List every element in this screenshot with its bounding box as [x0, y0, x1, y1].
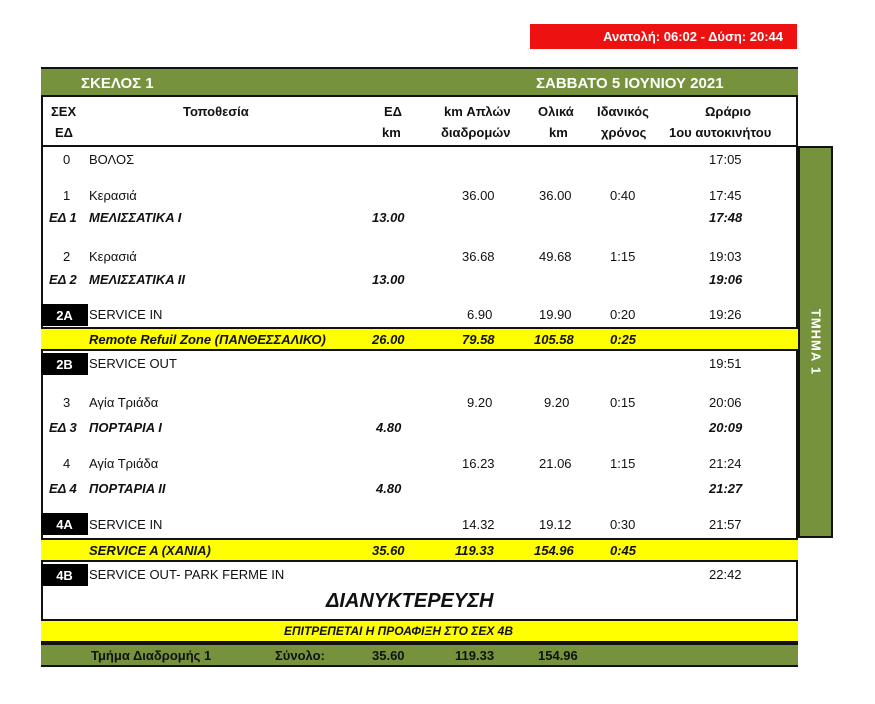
control-badge-2b: 2B	[41, 353, 88, 375]
table-row	[41, 395, 798, 413]
row-location: Κερασιά	[89, 249, 137, 264]
row-location: Κερασιά	[89, 188, 137, 203]
table-row-stage	[41, 481, 798, 499]
table-row	[41, 307, 798, 325]
row-ideal-time: 0:20	[610, 307, 636, 322]
row-location: Remote Refuil Zone (ΠΑΝΘΕΣΣΑΛΙΚΟ)	[89, 332, 326, 347]
table-row	[41, 356, 798, 374]
col-kmr-1: km Απλών	[444, 104, 511, 119]
col-ideal-1: Ιδανικός	[597, 104, 649, 119]
row-km-total: 21.06	[539, 456, 572, 471]
row-location: ΠΟΡΤΑΡΙΑ ΙΙ	[89, 481, 166, 496]
row-ideal-time: 0:40	[610, 188, 636, 203]
service-a-row	[41, 538, 798, 562]
row-ideal-time: 1:15	[610, 456, 636, 471]
col-sex-2: ΕΔ	[55, 125, 74, 140]
row-location: SERVICE A (ΧΑΝΙΑ)	[89, 543, 211, 558]
table-row	[41, 567, 798, 585]
row-location: ΠΟΡΤΑΡΙΑ Ι	[89, 420, 162, 435]
row-km-total: 154.96	[534, 543, 574, 558]
table-row-stage	[41, 210, 798, 228]
table-row	[41, 249, 798, 267]
header-divider	[41, 145, 798, 147]
table-row-stage	[41, 272, 798, 290]
row-location: SERVICE IN	[89, 517, 163, 532]
row-time: 20:09	[709, 420, 743, 435]
row-time: 21:27	[709, 481, 743, 496]
row-ideal-time: 0:15	[610, 395, 636, 410]
row-code: ΕΔ 4	[49, 481, 77, 496]
row-time: 17:05	[709, 152, 742, 167]
totals-stage-km: 35.60	[372, 648, 405, 663]
row-location: SERVICE OUT- PARK FERME IN	[89, 567, 285, 582]
row-stage-km: 13.00	[372, 210, 405, 225]
row-location: ΜΕΛΙΣΣΑΤΙΚΑ ΙΙ	[89, 272, 186, 287]
row-location: SERVICE OUT	[89, 356, 177, 371]
totals-label: Τμήμα Διαδρομής 1	[91, 648, 212, 663]
row-code: 0	[63, 152, 71, 167]
section-side-label: ΤΜΗΜΑ 1	[808, 308, 823, 376]
row-time: 22:42	[709, 567, 742, 582]
leg-title: ΣΚΕΛΟΣ 1	[81, 75, 154, 92]
row-km-total: 9.20	[544, 395, 570, 410]
row-km-route: 14.32	[462, 517, 495, 532]
table-row-stage	[41, 420, 798, 438]
totals-sum-label: Σύνολο:	[275, 648, 325, 663]
totals-row	[41, 643, 798, 667]
row-time: 19:26	[709, 307, 742, 322]
row-time: 19:06	[709, 272, 743, 287]
table-row	[41, 188, 798, 206]
control-badge-4a: 4A	[41, 513, 88, 535]
overnight-row	[41, 588, 798, 618]
row-km-total: 49.68	[539, 249, 572, 264]
row-km-route: 79.58	[462, 332, 495, 347]
leg-header	[41, 69, 798, 97]
control-badge-2a: 2A	[41, 304, 88, 326]
row-time: 21:24	[709, 456, 742, 471]
sunrise-sunset-banner: Ανατολή: 06:02 - Δύση: 20:44	[530, 24, 797, 49]
row-code: 4	[63, 456, 71, 471]
notice-row	[41, 619, 798, 643]
col-ed-2: km	[382, 125, 401, 140]
totals-km-total: 154.96	[538, 648, 578, 663]
row-km-route: 119.33	[455, 543, 494, 558]
row-km-route: 9.20	[467, 395, 493, 410]
row-stage-km: 4.80	[376, 481, 402, 496]
leg-date: ΣΑΒΒΑΤΟ 5 ΙΟΥΝΙΟΥ 2021	[536, 75, 724, 92]
row-code: ΕΔ 2	[49, 272, 77, 287]
row-stage-km: 13.00	[372, 272, 405, 287]
control-badge-4b: 4B	[41, 564, 88, 586]
col-sex-1: ΣΕΧ	[51, 104, 77, 119]
row-location: ΜΕΛΙΣΣΑΤΙΚΑ Ι	[89, 210, 182, 225]
notice-text: ΕΠΙΤΡΕΠΕΤΑΙ Η ΠΡΟΑΦΙΞΗ ΣΤΟ ΣΕΧ 4B	[284, 624, 513, 638]
row-code: 1	[63, 188, 71, 203]
row-km-total: 19.12	[539, 517, 572, 532]
col-total-1: Ολικά	[538, 104, 574, 119]
row-time: 17:48	[709, 210, 743, 225]
overnight-label: ΔΙΑΝΥΚΤΕΡΕΥΣΗ	[326, 590, 494, 612]
row-time: 20:06	[709, 395, 742, 410]
row-time: 21:57	[709, 517, 742, 532]
row-location: Αγία Τριάδα	[89, 456, 159, 471]
row-code: ΕΔ 1	[49, 210, 77, 225]
row-km-route: 36.00	[462, 188, 495, 203]
row-km-route: 6.90	[467, 307, 493, 322]
row-stage-km: 35.60	[372, 543, 405, 558]
row-km-route: 36.68	[462, 249, 495, 264]
row-code: 3	[63, 395, 71, 410]
row-code: ΕΔ 3	[49, 420, 77, 435]
section-side-marker	[798, 146, 833, 538]
row-time: 19:51	[709, 356, 742, 371]
row-ideal-time: 0:30	[610, 517, 636, 532]
totals-km-route: 119.33	[455, 648, 495, 663]
row-time: 17:45	[709, 188, 742, 203]
table-row	[41, 456, 798, 474]
table-row	[41, 517, 798, 535]
row-location: ΒΟΛΟΣ	[89, 152, 135, 167]
row-location: SERVICE IN	[89, 307, 163, 322]
col-kmr-2: διαδρομών	[441, 125, 511, 140]
row-ideal-time: 0:25	[610, 332, 637, 347]
column-headers	[41, 101, 798, 145]
row-ideal-time: 0:45	[610, 543, 637, 558]
col-location: Τοποθεσία	[183, 104, 249, 119]
row-ideal-time: 1:15	[610, 249, 636, 264]
col-schedule-1: Ωράριο	[705, 104, 752, 119]
refuel-zone-row	[41, 327, 798, 351]
col-ideal-2: χρόνος	[601, 125, 647, 140]
row-stage-km: 4.80	[376, 420, 402, 435]
col-schedule-2: 1ου αυτοκινήτου	[669, 125, 772, 140]
row-km-total: 19.90	[539, 307, 572, 322]
table-row	[41, 152, 798, 170]
row-km-total: 105.58	[534, 332, 574, 347]
row-code: 2	[63, 249, 71, 264]
row-location: Αγία Τριάδα	[89, 395, 159, 410]
row-stage-km: 26.00	[372, 332, 405, 347]
row-time: 19:03	[709, 249, 742, 264]
col-total-2: km	[549, 125, 568, 140]
col-ed-1: ΕΔ	[384, 104, 403, 119]
row-km-total: 36.00	[539, 188, 572, 203]
row-km-route: 16.23	[462, 456, 495, 471]
